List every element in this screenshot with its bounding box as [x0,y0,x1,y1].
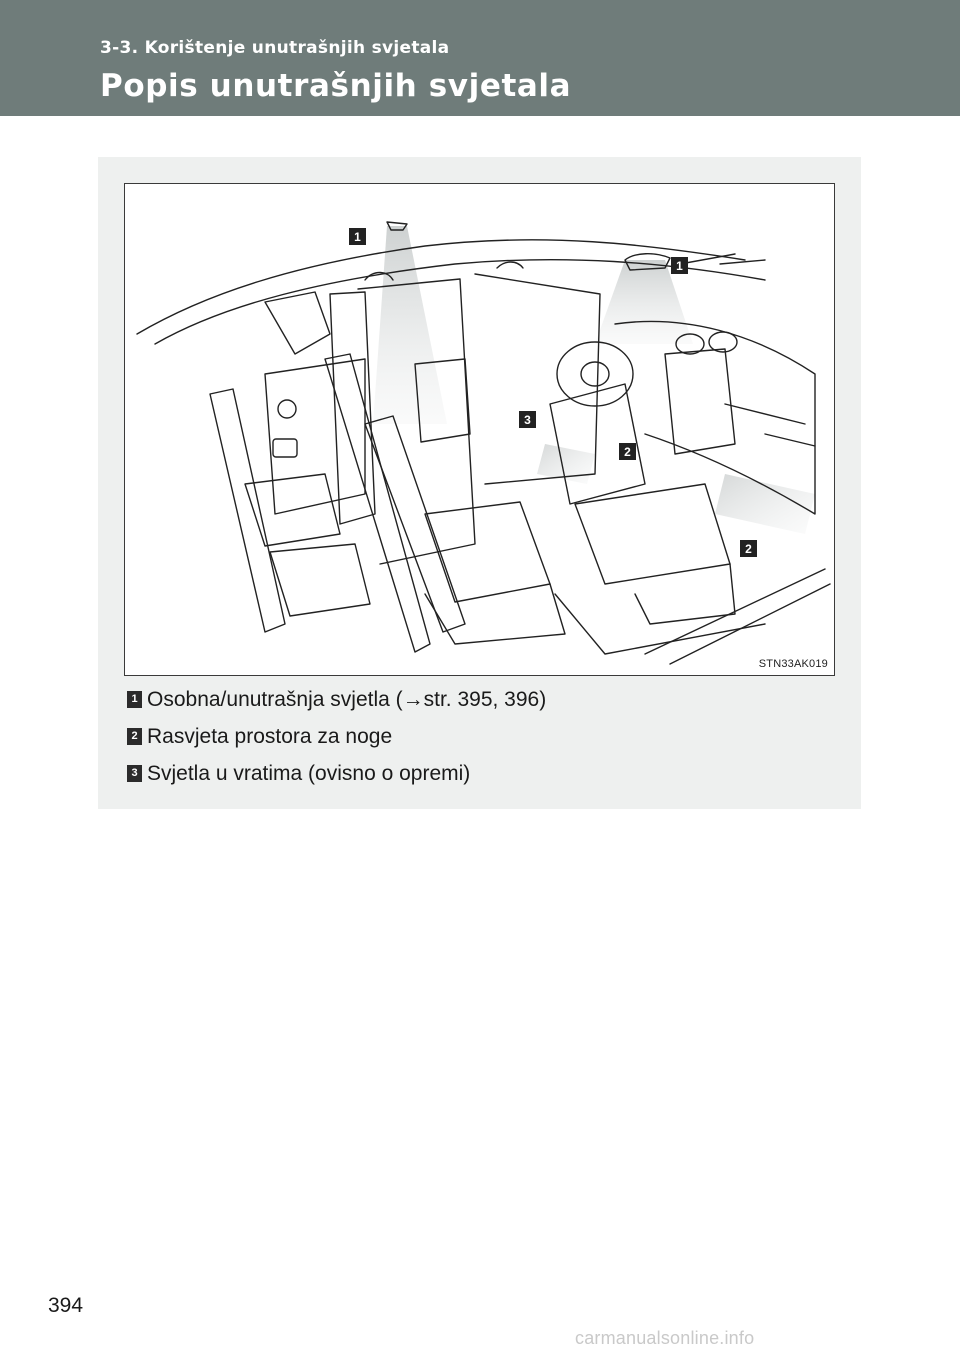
legend-number-badge: 1 [127,691,142,708]
callout-3 [519,411,536,428]
page-number: 394 [48,1294,84,1317]
callout-2-center-label: 2 [624,445,631,459]
legend-item [127,681,546,718]
callout-2-center [619,443,636,460]
page-header [0,0,960,116]
legend-text: Rasvjeta prostora za noge [147,724,393,748]
legend-text: Svjetla u vratima (ovisno o opremi) [147,761,471,785]
car-interior-drawing [125,184,834,675]
legend-item [127,755,546,792]
rear-door-panel [265,359,365,514]
callout-1-front [671,257,688,274]
legend-number-badge: 2 [127,728,142,745]
car-interior-illustration [124,183,835,676]
legend-number-badge: 3 [127,765,142,782]
footwell-light-glow [715,474,815,534]
rear-quarter-window [265,292,330,354]
callout-3-label: 3 [524,413,531,427]
watermark: carmanualsonline.info [575,1328,755,1348]
section-title: 3-3. Korištenje unutrašnjih svjetala [100,38,450,58]
center-console [665,349,735,454]
legend-text: Osobna/unutrašnja svjetla (→str. 395, 396) [147,687,547,711]
page-title: Popis unutrašnjih svjetala [100,68,572,104]
legend-item [127,718,546,755]
rear-seat-back [210,389,285,632]
driver-seat-cushion [575,484,730,584]
callout-2-right [740,540,757,557]
callout-2-right-label: 2 [745,542,752,556]
callout-1-rear [349,228,366,245]
callout-1-rear-label: 1 [354,230,361,244]
legend [127,681,546,792]
rear-dome-light-beam [373,226,447,424]
callout-1-front-label: 1 [676,259,683,273]
passenger-seat-cushion [425,502,550,602]
figure-code: STN33AK019 [758,658,828,670]
steering-wheel [557,342,633,406]
